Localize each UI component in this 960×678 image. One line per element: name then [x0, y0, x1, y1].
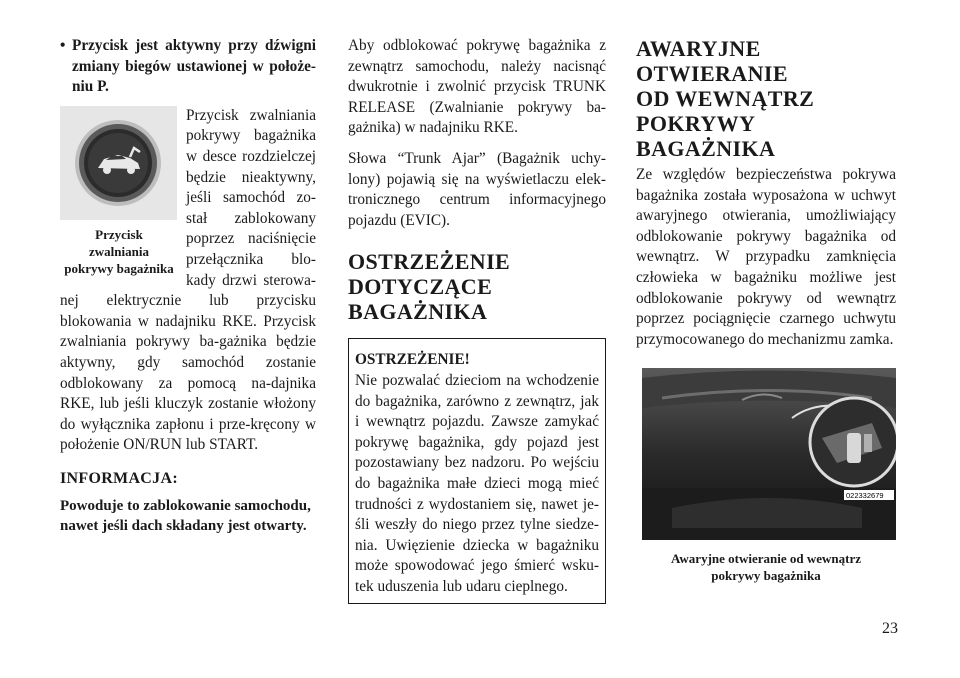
info-heading: INFORMACJA: [60, 469, 178, 487]
section-heading [636, 36, 896, 161]
figure-caption-line: Awaryjne otwieranie od wewnątrz [670, 551, 862, 567]
heading-line: DOTYCZĄCE [348, 274, 493, 300]
trunk-release-button-image [60, 106, 177, 220]
body-paragraph: Przycisk zwalniania pokrywy bagażnika w desce rozdzielczej będzie nieaktywny, jeśli samochód zo-stał zablokowany poprzez naciśnięcie przełącznika blo-kady drzwi sterowa-nej elektrycznie lub przycisku blokowania w nadajniku RKE. Przycisk zwalniania pokrywy ba-gażnika będzie aktywny, gdy samochód zostanie odblokowany za pomocą na-dajnika RKE, lub jeśli kluczyk zostanie włożony do wyłącznika zapłonu i prze-kręcony w położenie ON/RUN lub START. [60, 106, 316, 454]
heading-line: OD WEWNĄTRZ [636, 86, 815, 111]
page-number: 23 [882, 620, 898, 637]
figure-caption [636, 550, 896, 584]
body-paragraph: Słowa “Trunk Ajar” (Bagażnik uchy-lony) pojawią się na wyświetlaczu elek-tronicznego centrum informacyjnego pojazdu (EVIC). [348, 149, 606, 229]
body-paragraph: Aby odblokować pokrywę bagażnika z zewnątrz samochodu, należy nacisnąć dwukrotnie i zwolnić przycisk TRUNK RELEASE (Zwalnianie pokrywy ba-gażnika) w nadajniku RKE. [348, 37, 606, 137]
info-text: Powoduje to zablokowanie samochodu, nawet jeśli dach składany jest otwarty. [60, 497, 311, 535]
trunk-release-button-icon [60, 106, 177, 220]
heading-line: BAGAŻNIKA [348, 299, 488, 325]
heading-line: OSTRZEŻENIE [348, 249, 511, 275]
figure-caption-line: pokrywy bagażnika [64, 260, 174, 276]
bullet-text: Przycisk jest aktywny przy dźwigni zmiany biegów ustawionej w położe-niu P. [72, 37, 316, 96]
warning-title: OSTRZEŻENIE! [355, 351, 470, 369]
figure-caption-line: zwalniania [89, 243, 149, 259]
warning-text: Nie pozwalać dzieciom na wchodzenie do bagażnika, zarówno z zewnątrz, jak i wewnątrz pojazdu. Zawsze zamykać pokrywę bagażnika, gdy pojazd jest pozostawiany bez nadzoru. Po wejściu do bagażnika małe dzieci mogą mieć trudności z wydostaniem się, nawet je-śli weszły do niego przez tylne siedze-nia. Uwięzienie dziecka w bagażniku może spowodować jego śmierć wsku-tek uduszenia lub udaru cieplnego. [355, 371, 599, 595]
body-paragraph: Ze względów bezpieczeństwa pokrywa bagażnika została wyposażona w uchwyt awaryjnego otwierania, umożliwiający odblokowanie pokrywy bagażnika od wewnątrz. W przypadku zamknięcia człowieka w bagażniku możliwe jest odblokowanie pokrywy od wewnątrz poprzez pociągnięcie czarnego uchwytu przymocowanego do mechanizmu zamka. [636, 166, 896, 348]
section-heading [348, 249, 606, 324]
trunk-release-figure [60, 106, 178, 277]
figure-caption-line: Przycisk [95, 226, 143, 242]
figure-code: 022332679 [846, 491, 884, 501]
column-middle [348, 36, 606, 604]
column-left [60, 36, 316, 537]
bullet-symbol: • [60, 37, 66, 54]
column-right [636, 36, 896, 584]
trunk-interior-figure [642, 368, 896, 540]
bullet-item [60, 36, 316, 98]
heading-line: POKRYWY BAGAŻNIKA [636, 111, 776, 161]
heading-line: AWARYJNE OTWIERANIE [636, 36, 788, 86]
trunk-emergency-release-image [642, 368, 896, 540]
figure-caption-line: pokrywy bagażnika [711, 568, 821, 584]
warning-box [348, 338, 606, 604]
